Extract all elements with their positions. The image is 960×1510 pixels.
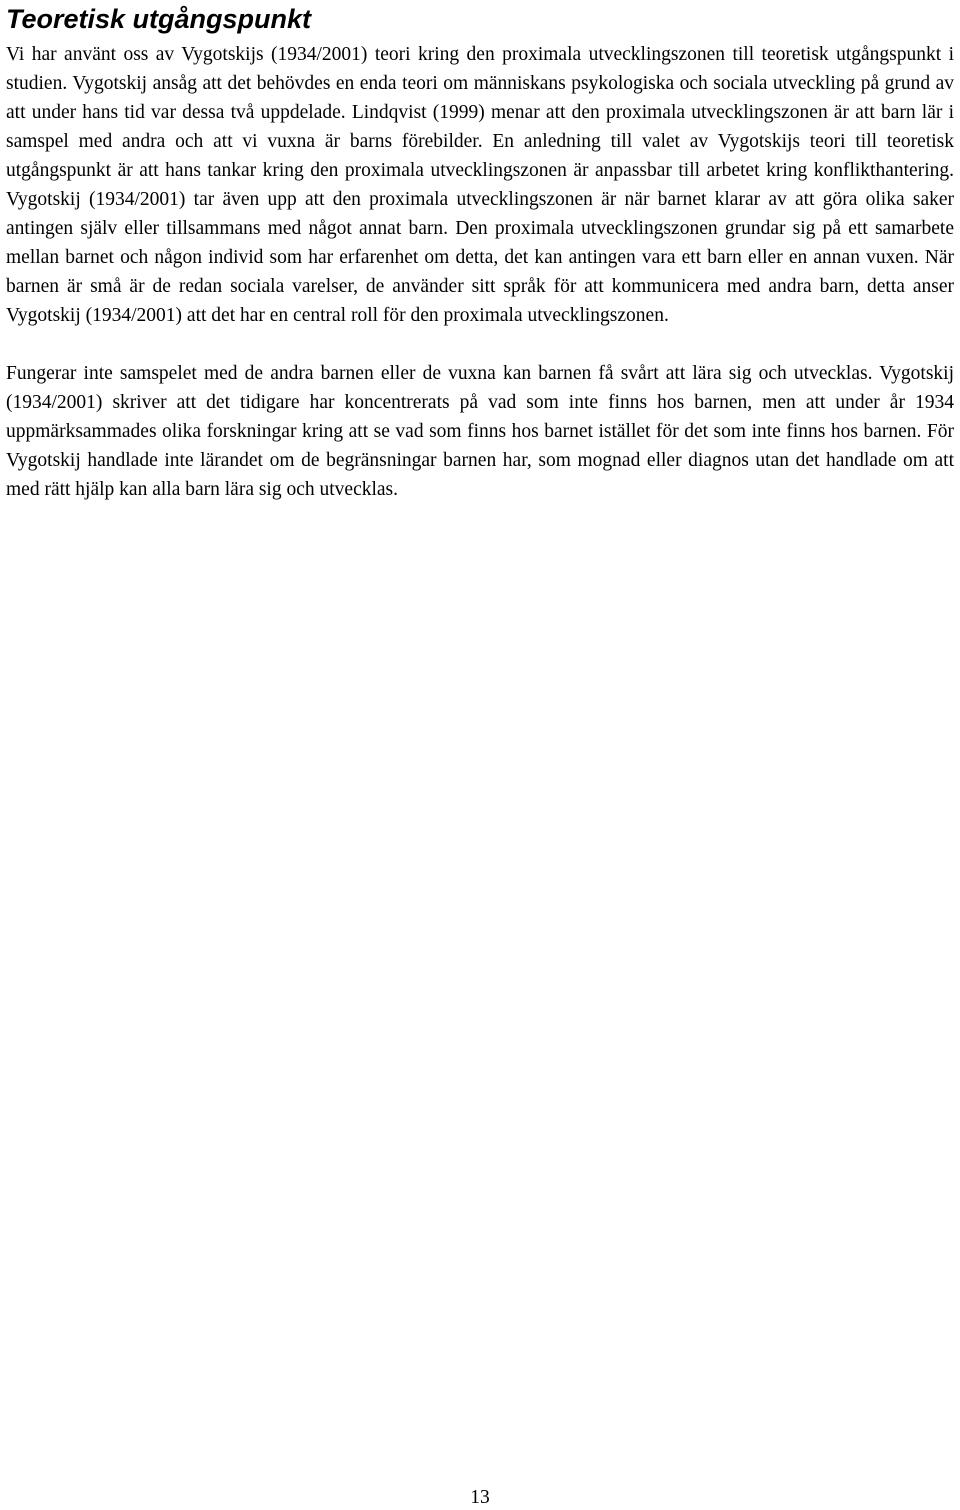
page-number: 13 [470,1487,490,1508]
document-page [6,0,954,504]
section-heading: Teoretisk utgångspunkt [6,4,312,34]
paragraph-2: Fungerar inte samspelet med de andra barnen eller de vuxna kan barnen få svårt att lära sig och utvecklas. Vygotskij (1934/2001) skriver att det tidigare har koncentrerats på vad som inte finns hos barnen, men att under år 1934 uppmärksammades olika forskningar kring att se vad som finns hos barnet istället för det som inte finns hos barnen. För Vygotskij handlade inte lärandet om de begränsningar barnen har, som mognad eller diagnos utan det handlade om att med rätt hjälp kan alla barn lära sig och utvecklas. [6,363,954,500]
paragraph-1: Vi har använt oss av Vygotskijs (1934/2001) teori kring den proximala utvecklingszonen till teoretisk utgångspunkt i studien. Vygotskij ansåg att det behövdes en enda teori om människans psykologiska och sociala utveckling på grund av att under hans tid var dessa två uppdelade. Lindqvist (1999) menar att den proximala utvecklingszonen är att barn lär i samspel med andra och att vi vuxna är barns förebilder. En anledning till valet av Vygotskijs teori till teoretisk utgångspunkt är att hans tankar kring den proximala utvecklingszonen är anpassbar till arbetet kring konflikthantering. Vygotskij (1934/2001) tar även upp att den proximala utvecklingszonen är när barnet klarar av att göra olika saker antingen själv eller tillsammans med något annat barn. Den proximala utvecklingszonen grundar sig på ett samarbete mellan barnet och någon individ som har erfarenhet om detta, det kan antingen vara ett barn eller en annan vuxen. När barnen är små är de redan sociala varelser, de använder sitt språk för att kommunicera med andra barn, detta anser Vygotskij (1934/2001) att det har en central roll för den proximala utvecklingszonen. [6,44,954,326]
